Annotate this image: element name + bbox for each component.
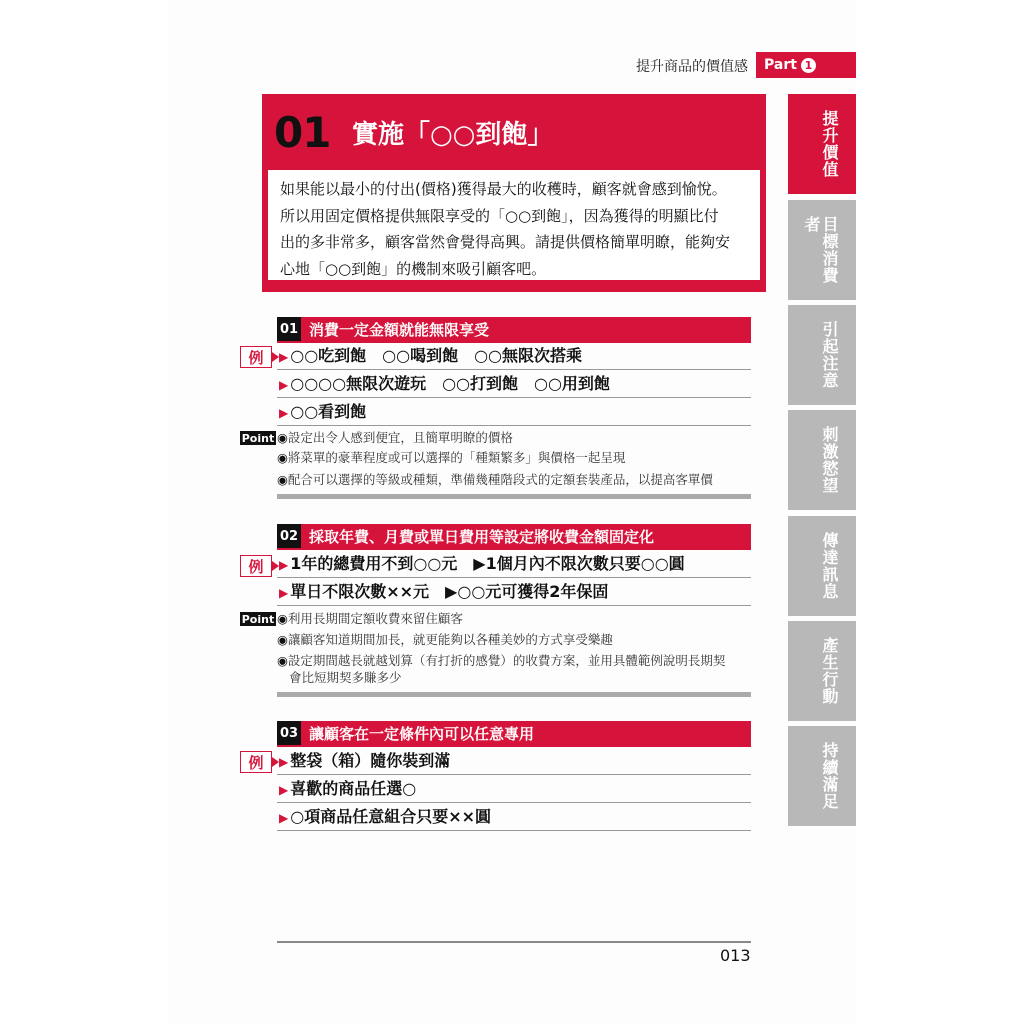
side-tab-desire[interactable]: 刺激慾望 xyxy=(788,410,856,510)
point-item: ◉讓顧客知道期間加長，就更能夠以各種美妙的方式享受樂趣 xyxy=(277,632,613,647)
arrow-icon: ▶ xyxy=(279,586,289,600)
example-line xyxy=(277,776,751,803)
example-text: ○項商品任意組合只要××圓 xyxy=(290,807,492,826)
point-item: ◉將菜單的豪華程度或可以選擇的「種類繁多」與價格一起呈現 xyxy=(277,450,626,465)
arrow-icon: ▶ xyxy=(279,350,289,364)
page-number: 013 xyxy=(720,946,751,965)
topic-heading: 實施「○○到飽」 xyxy=(352,119,554,150)
topic-intro xyxy=(268,170,760,280)
example-line xyxy=(277,371,751,398)
arrow-icon: ▶ xyxy=(279,378,289,392)
example-line xyxy=(277,804,751,831)
section-title: 採取年費、月費或單日費用等設定將收費金額固定化 xyxy=(301,524,751,548)
section-divider xyxy=(277,692,751,697)
example-label: 例 xyxy=(240,346,272,368)
bullet-icon: ◉ xyxy=(277,472,288,487)
intro-line: 如果能以最小的付出(價格)獲得最大的收穫時，顧客就會感到愉悅。 xyxy=(280,180,727,198)
running-header-title: 提升商品的價值感 xyxy=(636,59,748,75)
example-text: 單日不限次數××元 ▶○○元可獲得2年保固 xyxy=(290,582,609,601)
point-item: ◉利用長期間定額收費來留住顧客 xyxy=(277,611,463,626)
arrow-icon: ▶ xyxy=(279,783,289,797)
example-line xyxy=(277,579,751,606)
arrow-icon: ▶ xyxy=(279,558,289,572)
part-badge xyxy=(756,52,856,78)
point-item: ◉設定期間越長就越划算（有打折的感覺）的收費方案，並用具體範例說明長期契 xyxy=(277,653,726,668)
example-text: 1年的總費用不到○○元 ▶1個月內不限次數只要○○圓 xyxy=(290,554,685,573)
intro-line: 所以用固定價格提供無限享受的「○○到飽」，因為獲得的明顯比付 xyxy=(280,206,719,225)
side-tab-target[interactable]: 目標消費者 xyxy=(788,200,856,300)
example-text: ○○看到飽 xyxy=(290,402,367,421)
point-item-continued: 會比短期契多賺多少 xyxy=(289,670,402,685)
section-number: 03 xyxy=(277,721,301,745)
example-text: 整袋（箱）隨你裝到滿 xyxy=(290,751,451,770)
section-header xyxy=(277,524,751,550)
example-text: 喜歡的商品任選○ xyxy=(290,779,417,798)
arrow-icon: ▶ xyxy=(279,811,289,825)
side-tab-value[interactable]: 提升價值 xyxy=(788,94,856,194)
arrow-icon: ▶ xyxy=(279,406,289,420)
example-label: 例 xyxy=(240,751,272,773)
example-line xyxy=(277,399,751,426)
topic-number: 01 xyxy=(274,107,331,157)
side-tab-attention[interactable]: 引起注意 xyxy=(788,305,856,405)
point-item: ◉配合可以選擇的等級或種類，準備幾種階段式的定額套裝產品，以提高客單價 xyxy=(277,472,713,487)
intro-line: 心地「○○到飽」的機制來吸引顧客吧。 xyxy=(280,259,547,278)
point-label: Point xyxy=(241,612,275,626)
side-tab-message[interactable]: 傳達訊息 xyxy=(788,516,856,616)
part-number: 1 xyxy=(801,58,816,73)
section-divider xyxy=(277,494,751,499)
example-line xyxy=(277,748,751,775)
section-number: 02 xyxy=(277,524,301,548)
bullet-icon: ◉ xyxy=(277,632,288,647)
section-title: 消費一定金額就能無限享受 xyxy=(301,317,751,341)
side-tab-action[interactable]: 產生行動 xyxy=(788,621,856,721)
bullet-icon: ◉ xyxy=(277,430,288,445)
example-label: 例 xyxy=(240,555,272,577)
arrow-icon: ▶ xyxy=(279,755,289,769)
topic-title-box xyxy=(262,94,766,292)
point-item: ◉設定出令人感到便宜，且簡單明瞭的價格 xyxy=(277,430,513,445)
section-title: 讓顧客在一定條件內可以任意專用 xyxy=(301,721,751,745)
footer-rule xyxy=(277,941,751,943)
part-label: Part xyxy=(764,57,797,73)
example-text: ○○○○無限次遊玩 ○○打到飽 ○○用到飽 xyxy=(290,374,610,393)
point-label: Point xyxy=(241,431,275,445)
bullet-icon: ◉ xyxy=(277,653,288,668)
example-text: ○○吃到飽 ○○喝到飽 ○○無限次搭乘 xyxy=(290,346,583,365)
section-header xyxy=(277,721,751,747)
example-line xyxy=(277,551,751,578)
intro-line: 出的多非常多，顧客當然會覺得高興。請提供價格簡單明瞭，能夠安 xyxy=(280,233,731,251)
bullet-icon: ◉ xyxy=(277,450,288,465)
bullet-icon: ◉ xyxy=(277,611,288,626)
example-line xyxy=(277,343,751,370)
side-tab-satisfaction[interactable]: 持續滿足 xyxy=(788,726,856,826)
section-header xyxy=(277,317,751,343)
section-number: 01 xyxy=(277,317,301,341)
